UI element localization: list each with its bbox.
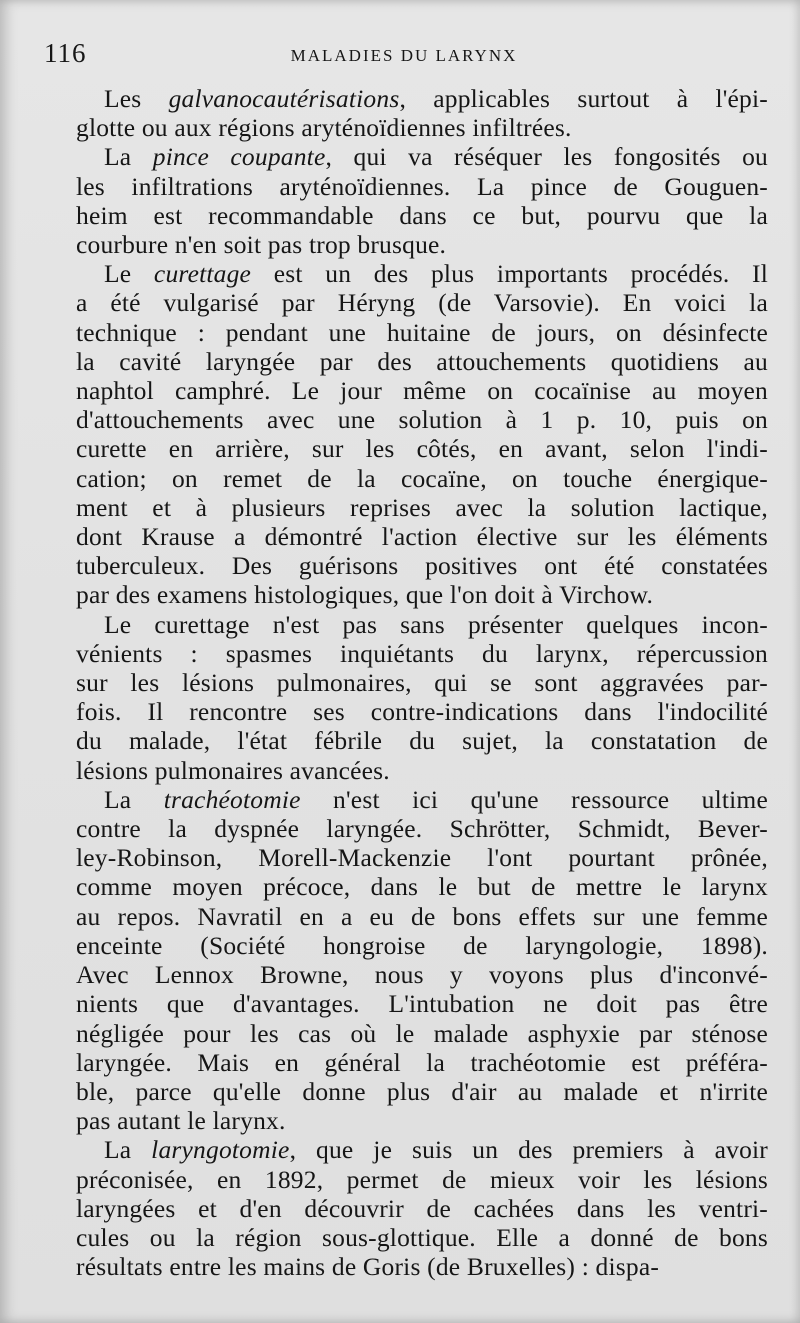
text-segment: négligée pour les cas où le malade asphyxie par sténose (76, 1018, 768, 1048)
text-segment: contre la dyspnée laryngée. Schrötter, Schmidt, Bever- (76, 814, 768, 844)
text-line (48, 464, 768, 493)
text-line (48, 639, 768, 668)
text-segment: la cavité laryngée par des attouchements quotidiens au (76, 346, 768, 376)
text-line (48, 172, 768, 201)
paragraph (48, 610, 768, 785)
text-line (48, 142, 768, 171)
text-segment: lésions pulmonaires avancées. (76, 755, 390, 785)
text-segment: dont Krause a démontré l'action élective sur les éléments (76, 522, 768, 552)
page-number: 116 (44, 38, 87, 68)
paragraph (48, 142, 768, 259)
text-segment: cation; on remet de la cocaïne, on touche énergique- (76, 463, 768, 493)
text-segment: ble, parce qu'elle donne plus d'air au malade et n'irrite (76, 1076, 768, 1106)
text-segment: au repos. Navratil en a eu de bons effets sur une femme (76, 901, 768, 931)
text-line (48, 405, 768, 434)
text-segment: technique : pendant une huitaine de jours, on désinfecte (76, 317, 768, 347)
text-segment: cules ou la région sous-glottique. Elle a donné de bons (76, 1222, 768, 1252)
text-segment: Les (104, 84, 169, 113)
page-header (44, 38, 764, 78)
text-line (48, 376, 768, 405)
text-segment: est un des plus importants procédés. Il (251, 259, 768, 289)
text-line (48, 989, 768, 1018)
text-line (48, 1135, 768, 1164)
text-segment: tuberculeux. Des guérisons positives ont été constatées (76, 551, 768, 581)
text-segment: Le (104, 259, 154, 289)
text-segment: comme moyen précoce, dans le but de mettre le larynx (76, 872, 768, 902)
text-segment: laryngée. Mais en général la trachéotomie est préféra- (76, 1047, 768, 1077)
body-text (48, 84, 768, 1281)
text-line (48, 434, 768, 463)
italic-term: trachéotomie (163, 784, 301, 814)
text-segment: La (104, 142, 153, 172)
italic-term: curettage (153, 259, 252, 289)
text-segment: Avec Lennox Browne, nous y voyons plus d'inconvé- (76, 960, 768, 990)
text-line (48, 1252, 768, 1281)
text-segment: courbure n'en soit pas trop brusque. (76, 230, 447, 260)
text-line (48, 288, 768, 317)
paragraph (48, 785, 768, 1135)
text-segment: , que je suis un des premiers à avoir (289, 1135, 768, 1165)
text-line (48, 872, 768, 901)
text-segment: ment et à plusieurs reprises avec la solution lactique, (76, 492, 768, 522)
text-segment: n'est ici qu'une ressource ultime (300, 784, 768, 814)
text-segment: du malade, l'état fébrile du sujet, la constatation de (76, 726, 768, 756)
text-line (48, 522, 768, 551)
text-segment: laryngées et d'en découvrir de cachées dans les ventri- (76, 1193, 768, 1223)
text-segment: a été vulgarisé par Héryng (de Varsovie). En voici la (76, 288, 768, 318)
text-segment: La (104, 784, 164, 814)
text-segment: préconisée, en 1892, permet de mieux voir les lésions (76, 1164, 768, 1194)
text-line (48, 668, 768, 697)
text-line (48, 230, 768, 259)
text-line (48, 318, 768, 347)
text-line (48, 1048, 768, 1077)
running-head: MALADIES DU LARYNX (290, 46, 518, 65)
text-segment: résultats entre les mains de Goris (de Bruxelles) : dispa- (76, 1252, 660, 1282)
text-line (48, 580, 768, 609)
text-line (48, 1019, 768, 1048)
text-line (48, 1077, 768, 1106)
italic-term: pince coupante (152, 142, 326, 172)
text-line (48, 697, 768, 726)
text-segment: La (104, 1135, 152, 1165)
italic-term: laryngotomie (151, 1135, 290, 1165)
text-line (48, 113, 768, 142)
paragraph (48, 84, 768, 142)
text-segment: par des examens histologiques, que l'on doit à Virchow. (76, 580, 654, 610)
text-line (48, 814, 768, 843)
paragraph (48, 259, 768, 609)
text-segment: fois. Il rencontre ses contre-indications dans l'indocilité (76, 697, 768, 727)
italic-term: galvanocautérisations (168, 84, 400, 113)
text-line (48, 259, 768, 288)
text-segment: sur les lésions pulmonaires, qui se sont aggravées par- (76, 668, 768, 698)
text-line (48, 931, 768, 960)
text-line (48, 960, 768, 989)
text-segment: naphtol camphré. Le jour même on cocaïnise au moyen (76, 376, 768, 406)
text-line (48, 610, 768, 639)
text-segment: , applicables surtout à l'épi- (399, 84, 768, 113)
text-line (48, 843, 768, 872)
text-segment: enceinte (Société hongroise de laryngologie, 1898). (76, 930, 768, 960)
text-line (48, 1194, 768, 1223)
text-line (48, 347, 768, 376)
text-segment: , qui va réséquer les fongosités ou (325, 142, 769, 172)
text-segment: d'attouchements avec une solution à 1 p. 10, puis on (76, 405, 768, 435)
text-line (48, 493, 768, 522)
text-line (48, 1165, 768, 1194)
text-segment: pas autant le larynx. (76, 1106, 286, 1136)
text-segment: Le curettage n'est pas sans présenter quelques incon- (104, 609, 768, 639)
text-segment: ley-Robinson, Morell-Mackenzie l'ont pourtant prônée, (76, 843, 768, 873)
paragraph (48, 1135, 768, 1281)
text-segment: vénients : spasmes inquiétants du larynx, répercussion (76, 638, 768, 668)
text-line (48, 1223, 768, 1252)
text-line (48, 726, 768, 755)
text-segment: nients que d'avantages. L'intubation ne doit pas être (76, 989, 768, 1019)
text-segment: heim est recommandable dans ce but, pourvu que la (76, 200, 768, 230)
text-line (48, 902, 768, 931)
text-line (48, 201, 768, 230)
text-segment: glotte ou aux régions aryténoïdiennes infiltrées. (76, 113, 572, 143)
text-line (48, 551, 768, 580)
text-line (48, 84, 768, 113)
text-line (48, 1106, 768, 1135)
text-line (48, 756, 768, 785)
text-segment: les infiltrations aryténoïdiennes. La pince de Gouguen- (76, 171, 768, 201)
text-line (48, 785, 768, 814)
text-segment: curette en arrière, sur les côtés, en avant, selon l'indi- (76, 434, 768, 464)
